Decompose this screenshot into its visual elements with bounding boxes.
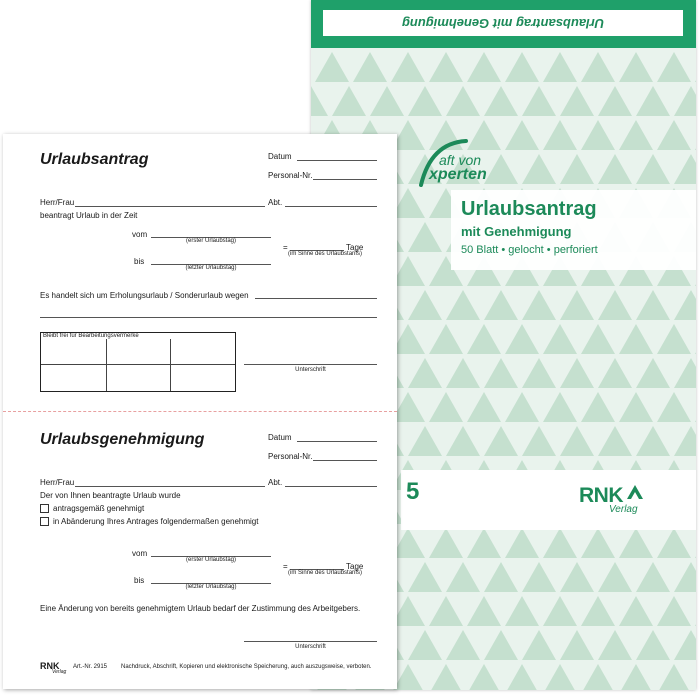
pattern-triangle xyxy=(560,630,594,660)
pattern-triangle xyxy=(522,426,556,456)
approval-from-hint: (erster Urlaubstag) xyxy=(185,557,236,563)
pattern-triangle xyxy=(429,528,463,558)
pattern-triangle xyxy=(522,630,556,660)
pattern-triangle xyxy=(657,120,691,150)
pattern-triangle xyxy=(636,86,670,116)
form-sheet xyxy=(3,134,397,689)
cover-title: Urlaubsantrag xyxy=(461,198,597,220)
request-name-label: Herr/Frau xyxy=(40,198,75,207)
pattern-triangle xyxy=(429,324,463,354)
pattern-triangle xyxy=(522,562,556,592)
pattern-triangle xyxy=(695,52,696,82)
pattern-triangle xyxy=(674,562,696,592)
pattern-triangle xyxy=(391,52,425,82)
request-reason-field-2[interactable] xyxy=(40,317,377,318)
pattern-triangle xyxy=(560,290,594,320)
pattern-triangle xyxy=(657,528,691,558)
pattern-triangle xyxy=(674,290,696,320)
pattern-triangle xyxy=(353,52,387,82)
pattern-triangle xyxy=(408,562,442,592)
pattern-triangle xyxy=(619,664,653,690)
request-from-label: vom xyxy=(132,230,148,239)
pattern-triangle xyxy=(674,426,696,456)
pattern-triangle xyxy=(429,596,463,626)
approval-name-field[interactable] xyxy=(75,486,265,487)
pattern-triangle xyxy=(429,392,463,422)
pattern-triangle xyxy=(619,324,653,354)
pattern-triangle xyxy=(467,528,501,558)
request-personnel-label: Personal-Nr. xyxy=(268,171,313,180)
pattern-triangle xyxy=(657,664,691,690)
pattern-triangle xyxy=(581,664,615,690)
approval-days-hint: (im Sinne des Urlaubstarifs) xyxy=(288,570,363,576)
pattern-triangle xyxy=(581,528,615,558)
pattern-triangle xyxy=(446,562,480,592)
pattern-triangle xyxy=(674,358,696,388)
footer-copyright: Nachdruck, Abschrift, Kopieren und elektronische Speicherung, auch auszugsweise, verboten. xyxy=(121,664,372,670)
pattern-triangle xyxy=(446,630,480,660)
pattern-triangle xyxy=(543,120,577,150)
pattern-triangle xyxy=(619,528,653,558)
approval-signature-field[interactable] xyxy=(244,641,377,642)
pattern-triangle xyxy=(446,358,480,388)
pattern-triangle xyxy=(484,562,518,592)
pattern-triangle xyxy=(505,596,539,626)
request-signature-field[interactable] xyxy=(244,364,377,365)
request-intro: beantragt Urlaub in der Zeit xyxy=(40,211,138,220)
request-to-hint: (letzter Urlaubstag) xyxy=(185,265,237,271)
pattern-triangle xyxy=(560,426,594,456)
pattern-triangle xyxy=(408,290,442,320)
pattern-triangle xyxy=(581,596,615,626)
pattern-triangle xyxy=(657,52,691,82)
cover-brand-line1: aft von xyxy=(439,152,482,168)
pattern-triangle xyxy=(674,154,696,184)
pattern-triangle xyxy=(619,392,653,422)
request-dept-field[interactable] xyxy=(285,206,377,207)
cover-header-band xyxy=(311,0,696,48)
footer-logo: RNK xyxy=(40,661,60,671)
pattern-triangle xyxy=(484,86,518,116)
pattern-triangle xyxy=(446,86,480,116)
approved-as-requested-checkbox[interactable] xyxy=(40,504,49,513)
cover-logo-sub: Verlag xyxy=(609,504,638,515)
approval-equals: = xyxy=(283,562,288,571)
pattern-triangle xyxy=(581,120,615,150)
pattern-triangle xyxy=(636,426,670,456)
pattern-triangle xyxy=(408,222,442,252)
pattern-triangle xyxy=(467,392,501,422)
pattern-triangle xyxy=(408,86,442,116)
pattern-triangle xyxy=(598,290,632,320)
pattern-triangle xyxy=(636,562,670,592)
pattern-triangle xyxy=(505,120,539,150)
footer-logo-sub: Verlag xyxy=(52,669,67,675)
pattern-triangle xyxy=(484,630,518,660)
pattern-triangle xyxy=(332,86,366,116)
processing-notes-label: Bleibt frei für Bearbeitungsvermerke xyxy=(43,333,139,339)
request-reason-field[interactable] xyxy=(255,298,377,299)
pattern-triangle xyxy=(695,120,696,150)
approval-to-hint: (letzter Urlaubstag) xyxy=(185,584,237,590)
footer-art-nr: Art.-Nr. 2915 xyxy=(73,664,108,670)
request-dept-label: Abt. xyxy=(268,198,283,207)
pattern-triangle xyxy=(636,290,670,320)
approval-date-field[interactable] xyxy=(297,441,377,442)
pattern-triangle xyxy=(484,154,518,184)
pattern-triangle xyxy=(543,528,577,558)
request-signature-label: Unterschrift xyxy=(295,367,326,373)
cover-band-title: Urlaubsantrag mit Genehmigung xyxy=(401,16,605,31)
approved-as-requested-label: antragsgemäß genehmigt xyxy=(53,504,145,513)
approved-modified-checkbox[interactable] xyxy=(40,517,49,526)
pattern-triangle xyxy=(695,392,696,422)
approval-from-label: vom xyxy=(132,549,148,558)
pattern-triangle xyxy=(505,528,539,558)
pattern-triangle xyxy=(581,52,615,82)
rnk-arrow-icon xyxy=(627,485,643,499)
approval-notice: Eine Änderung von bereits genehmigtem Urlaub bedarf der Zustimmung des Arbeitgebers. xyxy=(40,604,361,613)
pattern-triangle xyxy=(598,426,632,456)
pattern-triangle xyxy=(657,596,691,626)
processing-notes-box xyxy=(40,332,236,392)
pattern-triangle xyxy=(598,562,632,592)
cover-info: 50 Blatt • gelocht • perforiert xyxy=(461,244,598,256)
approval-name-label: Herr/Frau xyxy=(40,478,75,487)
pattern-triangle xyxy=(311,86,328,116)
approval-dept-label: Abt. xyxy=(268,478,283,487)
request-equals: = xyxy=(283,243,288,252)
pattern-triangle xyxy=(467,52,501,82)
pattern-triangle xyxy=(695,528,696,558)
pattern-triangle xyxy=(522,290,556,320)
pattern-triangle xyxy=(408,630,442,660)
pattern-triangle xyxy=(598,86,632,116)
pattern-triangle xyxy=(674,630,696,660)
request-days-hint: (im Sinne des Urlaubstarifs) xyxy=(288,251,363,257)
request-reason-label: Es handelt sich um Erholungsurlaub / Sonderurlaub wegen xyxy=(40,291,249,300)
pattern-triangle xyxy=(505,324,539,354)
pattern-triangle xyxy=(543,664,577,690)
pattern-triangle xyxy=(674,86,696,116)
request-personnel-field[interactable] xyxy=(313,179,377,180)
grid-divider xyxy=(170,339,171,391)
pattern-triangle xyxy=(429,664,463,690)
pattern-triangle xyxy=(657,392,691,422)
pattern-triangle xyxy=(522,154,556,184)
pattern-triangle xyxy=(467,596,501,626)
approval-date-label: Datum xyxy=(268,433,292,442)
pattern-triangle xyxy=(315,52,349,82)
pattern-triangle xyxy=(484,358,518,388)
request-from-hint: (erster Urlaubstag) xyxy=(185,238,236,244)
pattern-triangle xyxy=(657,324,691,354)
pattern-triangle xyxy=(695,324,696,354)
pattern-triangle xyxy=(581,324,615,354)
cover-number: 5 xyxy=(406,478,420,505)
pattern-triangle xyxy=(408,358,442,388)
pattern-triangle xyxy=(370,86,404,116)
pattern-triangle xyxy=(560,358,594,388)
pattern-triangle xyxy=(560,86,594,116)
pattern-triangle xyxy=(429,52,463,82)
approval-to-label: bis xyxy=(134,576,145,585)
pattern-triangle xyxy=(446,426,480,456)
approval-days-label: Tage xyxy=(346,562,364,571)
pattern-triangle xyxy=(636,154,670,184)
cover-brand-line2: xperten xyxy=(429,166,487,183)
cover-logo-panel xyxy=(401,470,696,530)
pattern-triangle xyxy=(543,392,577,422)
pattern-triangle xyxy=(598,154,632,184)
cover-logo-text: RNK xyxy=(579,484,623,507)
pattern-triangle xyxy=(619,596,653,626)
pattern-triangle xyxy=(505,52,539,82)
pattern-triangle xyxy=(505,664,539,690)
approval-personnel-field[interactable] xyxy=(313,460,377,461)
grid-divider xyxy=(41,364,235,365)
approval-dept-field[interactable] xyxy=(285,486,377,487)
perforation-line xyxy=(3,411,397,412)
pattern-triangle xyxy=(446,290,480,320)
pattern-triangle xyxy=(560,154,594,184)
pattern-triangle xyxy=(467,664,501,690)
pattern-triangle xyxy=(467,324,501,354)
request-to-label: bis xyxy=(134,257,145,266)
pattern-triangle xyxy=(695,596,696,626)
pattern-triangle xyxy=(695,664,696,690)
request-date-label: Datum xyxy=(268,152,292,161)
approval-intro: Der von Ihnen beantragte Urlaub wurde xyxy=(40,491,181,500)
pattern-triangle xyxy=(484,290,518,320)
approval-personnel-label: Personal-Nr. xyxy=(268,452,313,461)
pattern-triangle xyxy=(522,86,556,116)
pattern-triangle xyxy=(598,630,632,660)
pattern-triangle xyxy=(619,52,653,82)
pattern-triangle xyxy=(560,562,594,592)
grid-divider xyxy=(106,339,107,391)
request-days-label: Tage xyxy=(346,243,364,252)
cover-logo xyxy=(579,484,639,520)
approved-modified-label: in Abänderung Ihres Antrages folgendermaßen genehmigt xyxy=(53,517,259,526)
approval-signature-label: Unterschrift xyxy=(295,644,326,650)
cover-title-strip xyxy=(323,10,683,36)
pattern-triangle xyxy=(408,426,442,456)
pattern-triangle xyxy=(636,358,670,388)
cover-subtitle: mit Genehmigung xyxy=(461,224,572,239)
pattern-triangle xyxy=(467,120,501,150)
pattern-triangle xyxy=(543,596,577,626)
pattern-triangle xyxy=(543,52,577,82)
request-name-field[interactable] xyxy=(75,206,265,207)
pattern-triangle xyxy=(581,392,615,422)
pattern-triangle xyxy=(636,630,670,660)
request-date-field[interactable] xyxy=(297,160,377,161)
pattern-triangle xyxy=(522,358,556,388)
pattern-triangle xyxy=(484,426,518,456)
pattern-triangle xyxy=(598,358,632,388)
pattern-triangle xyxy=(543,324,577,354)
pattern-triangle xyxy=(505,392,539,422)
approval-title: Urlaubsgenehmigung xyxy=(40,431,205,448)
request-title: Urlaubsantrag xyxy=(40,151,149,168)
pattern-triangle xyxy=(619,120,653,150)
